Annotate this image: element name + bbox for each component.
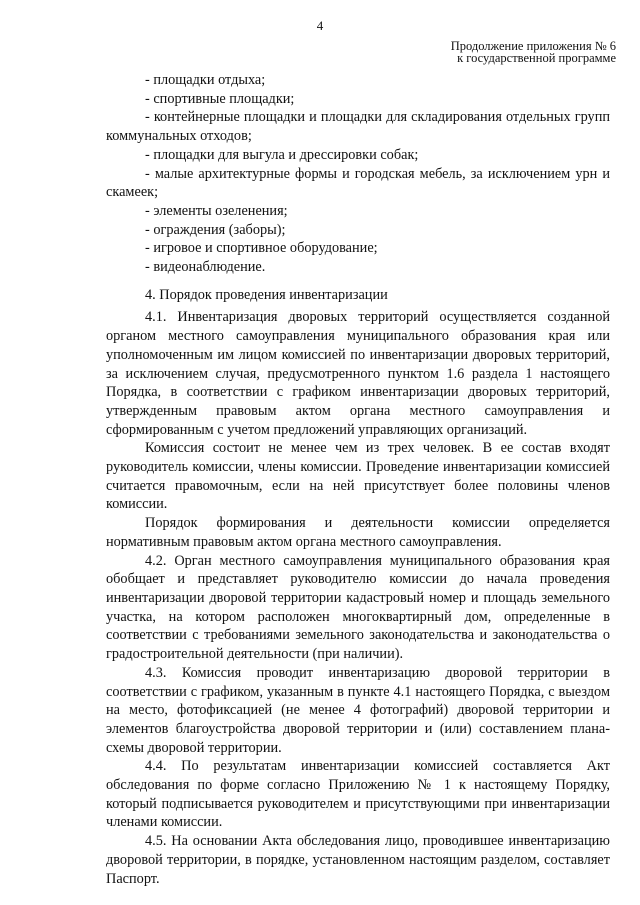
bullet-item: - малые архитектурные формы и городская мебель, за исключением урн и скамеек; (106, 165, 610, 201)
paragraph-4-1: 4.1. Инвентаризация дворовых территорий осуществляется созданной органом местного самоуправления муниципального образования края или уполномоченным им лицом комиссией по инвентаризации дворовых территорий, за исключением случая, предусмотренного пунктом 1.6 раздела 1 настоящего Порядка, в соответствии с графиком инвентаризации дворовых территорий, утвержденным правовым актом органа местного самоуправления и сформированным с учетом предложений управляющих организаций. (106, 309, 610, 438)
appendix-header-line-1: Продолжение приложения № 6 (450, 39, 616, 53)
section-heading: 4. Порядок проведения инвентаризации (145, 286, 388, 303)
paragraph-4-3: 4.3. Комиссия проводит инвентаризацию дворовой территории в соответствии с графиком, указанным в пункте 4.1 настоящего Порядка, с выездом на место, фотофиксацией (не менее 4 фотографий) дворовой территории и элементов благоустройства дворовой территории и (или) составлением плана-схемы дворовой территории. (106, 664, 610, 756)
paragraph-4-2: 4.2. Орган местного самоуправления муниципального образования края обобщает и представляет руководителю комиссии до начала проведения инвентаризации дворовой территории кадастровый номер и площадь земельного участка, на котором расположен многоквартирный дом, определенные в соответствии с требованиями земельного законодательства и законодательства о градостроительной деятельности (при наличии). (106, 552, 610, 663)
paragraph-4-4: 4.4. По результатам инвентаризации комиссией составляется Акт обследования по форме согласно Приложению № 1 к настоящему Порядку, который подписывается руководителем и присутствующими при инвентаризации членами комиссии. (106, 758, 610, 831)
page-number: 4 (316, 18, 324, 33)
bullet-item: - площадки отдыха; (145, 72, 266, 88)
bullet-item: - видеонаблюдение. (145, 259, 266, 276)
bullet-item: - элементы озеленения; (145, 202, 288, 219)
appendix-header-note (451, 40, 616, 64)
bullet-item: - площадки для выгула и дрессировки собак; (145, 146, 419, 163)
document-body (106, 71, 610, 888)
bullet-item: - контейнерные площадки и площадки для складирования отдельных групп коммунальных отходов; (106, 109, 610, 145)
paragraph-4-5: 4.5. На основании Акта обследования лицо, проводившее инвентаризацию дворовой территории, в порядке, установленном настоящим разделом, составляет Паспорт. (106, 833, 610, 887)
paragraph-commission-composition: Комиссия состоит не менее чем из трех человек. В ее состав входят руководитель комиссии, члены комиссии. Проведение инвентаризации комиссией считается правомочным, если на ней присутствует более половины членов комиссии. (106, 440, 610, 513)
bullet-item: - ограждения (заборы); (145, 221, 286, 238)
bullet-item: - игровое и спортивное оборудование; (145, 240, 378, 257)
paragraph-commission-formation: Порядок формирования и деятельности комисcии определяется нормативным правовым актом органа местного самоуправления. (106, 515, 610, 550)
appendix-header-line-2: к государственной программе (457, 51, 616, 65)
bullet-item: - спортивные площадки; (145, 90, 295, 107)
